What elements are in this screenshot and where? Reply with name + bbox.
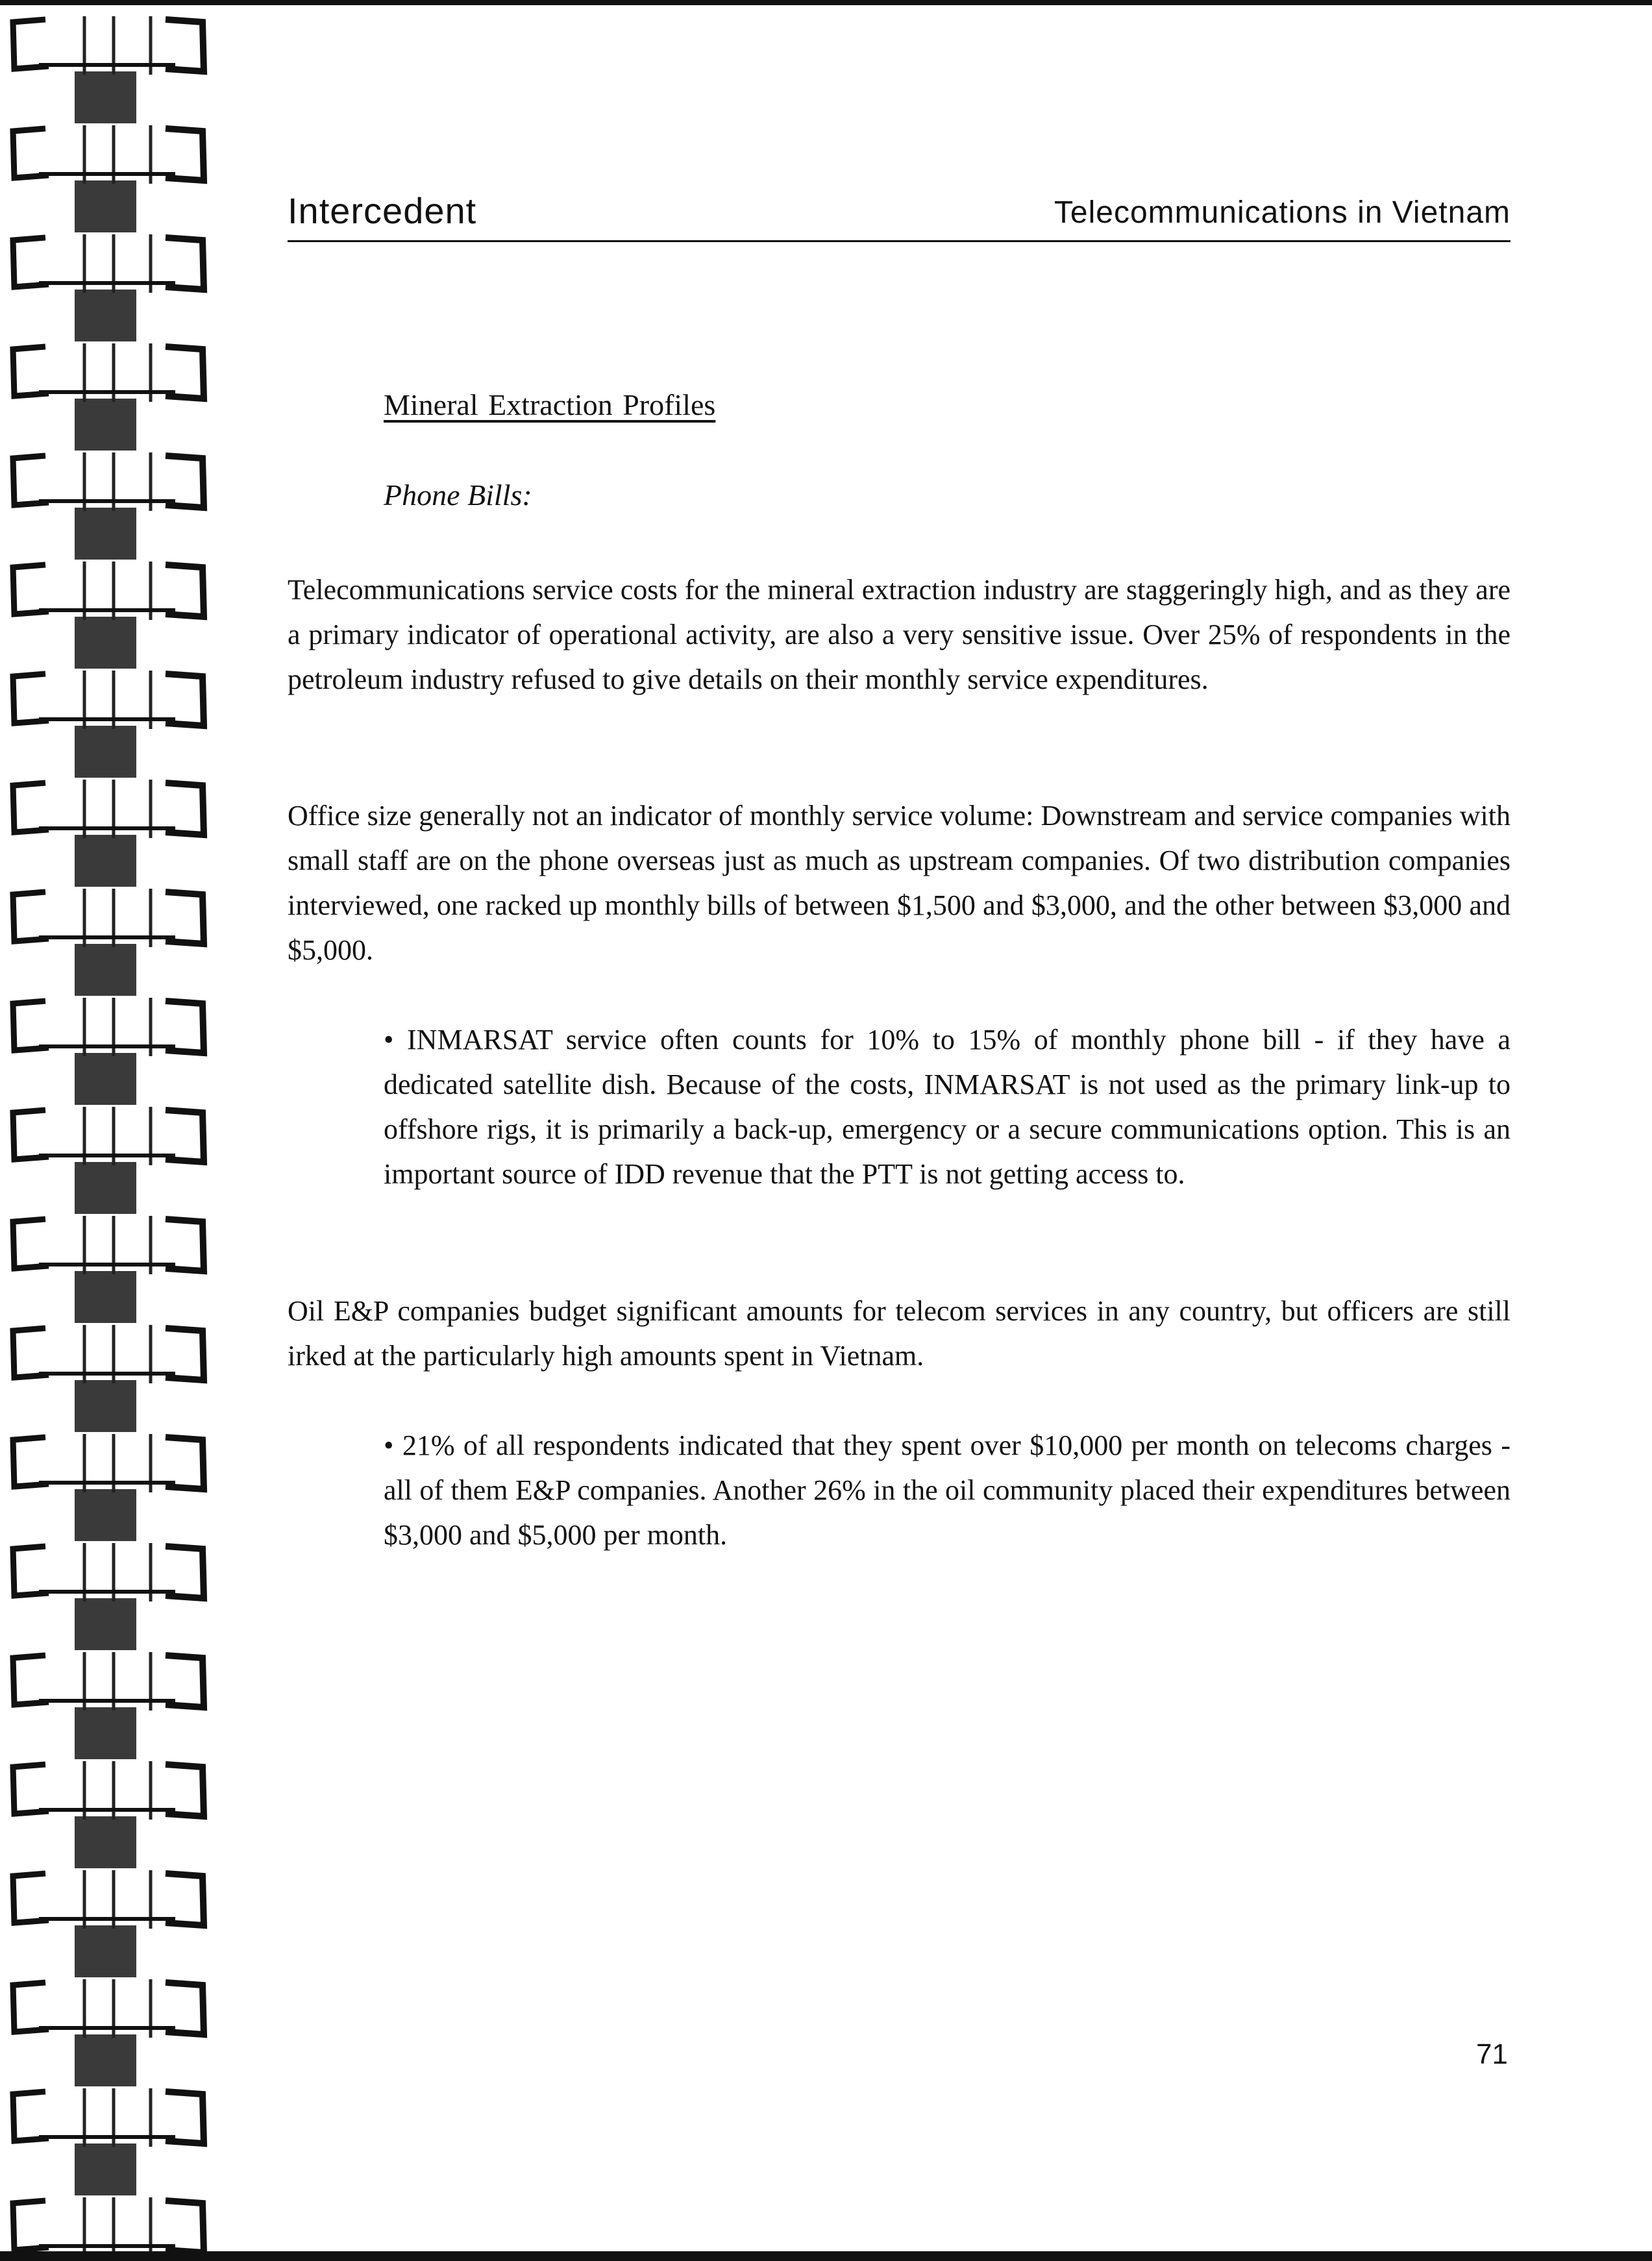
binding-ring-left [13,2201,49,2250]
binding-block [75,1380,136,1432]
binding-block [75,399,136,451]
binding-ring-left [13,1764,49,1814]
binding-ring-left [13,129,49,178]
binding-ring-left [13,1110,49,1159]
page-number: 71 [1476,2038,1508,2070]
binding-block [75,1598,136,1650]
binding-block [75,290,136,341]
paragraph-service-costs: Telecommunications service costs for the mineral extraction industry are staggeringly high, and as they are a primary indicator of operational activity, are also a very sensitive issue. Over 25% of respondents in the petroleum industry refused to give details on their monthly service expenditures. [288,574,1510,695]
binding-block [75,180,136,232]
binding-ring-left [13,1655,49,1705]
bullet-inmarsat: • INMARSAT service often counts for 10% to 15% of monthly phone bill - if they have a dedicated satellite dish. Because of the costs, INMARSAT is not used as the primary link-up to offshore rigs, it is primarily a back-up, emergency or a secure communications option. This is an important source of IDD revenue that the PTT is not getting access to. [384,1024,1510,1190]
header-document-title: Telecommunications in Vietnam [1054,195,1510,230]
binding-block [75,1489,136,1541]
binding-block [75,2034,136,2086]
binding-ring-left [13,238,49,287]
binding-ring-left [13,1983,49,2032]
binding-ring-left [13,1437,49,1487]
binding-block [75,1707,136,1759]
binding-ring-left [13,1873,49,1923]
binding-block [75,1271,136,1323]
binding-block [75,835,136,887]
paragraph-office-size: Office size generally not an indicator of monthly service volume: Downstream and service companies with small staff are on the phone overseas just as much as upstream companies. Of two distribution companies interviewed, one racked up monthly bills of between $1,500 and $3,000, and the other between $3,000 and $5,000. [288,800,1510,966]
binding-ring-left [13,347,49,396]
binding-ring-left [13,19,49,69]
binding-ring-left [13,892,49,941]
header-organization: Intercedent [288,190,477,231]
binding-ring-left [13,2092,49,2141]
spiral-binding [0,0,221,2261]
binding-ring-left [13,1219,49,1268]
paragraph-oil-budgets: Oil E&P companies budget significant amounts for telecom services in any country, but officers are still irked at the particularly high amounts spent in Vietnam. [288,1295,1510,1372]
bullet-respondent-spend: • 21% of all respondents indicated that they spent over $10,000 per month on telecoms charges - all of them E&P companies. Another 26% in the oil community placed their expenditures between $3,000 and $5,000 per month. [384,1429,1510,1551]
binding-ring-left [13,1001,49,1050]
binding-block [75,2144,136,2195]
binding-block [75,1816,136,1868]
binding-block [75,1053,136,1105]
binding-ring-left [13,1546,49,1596]
header-rule [288,240,1510,242]
binding-block [75,1162,136,1214]
binding-ring-left [13,1328,49,1378]
binding-block [75,617,136,669]
binding-block [75,1925,136,1977]
section-subtitle: Phone Bills: [384,478,532,512]
binding-block [75,508,136,560]
page-top-edge [0,0,1652,5]
binding-ring-left [13,674,49,723]
binding-block [75,944,136,996]
binding-block [75,726,136,778]
binding-ring-left [13,565,49,614]
section-title: Mineral Extraction Profiles [384,388,716,421]
binding-block [75,71,136,123]
binding-ring-left [13,783,49,832]
binding-ring-left [13,456,49,505]
page-bottom-edge [0,2251,1652,2261]
